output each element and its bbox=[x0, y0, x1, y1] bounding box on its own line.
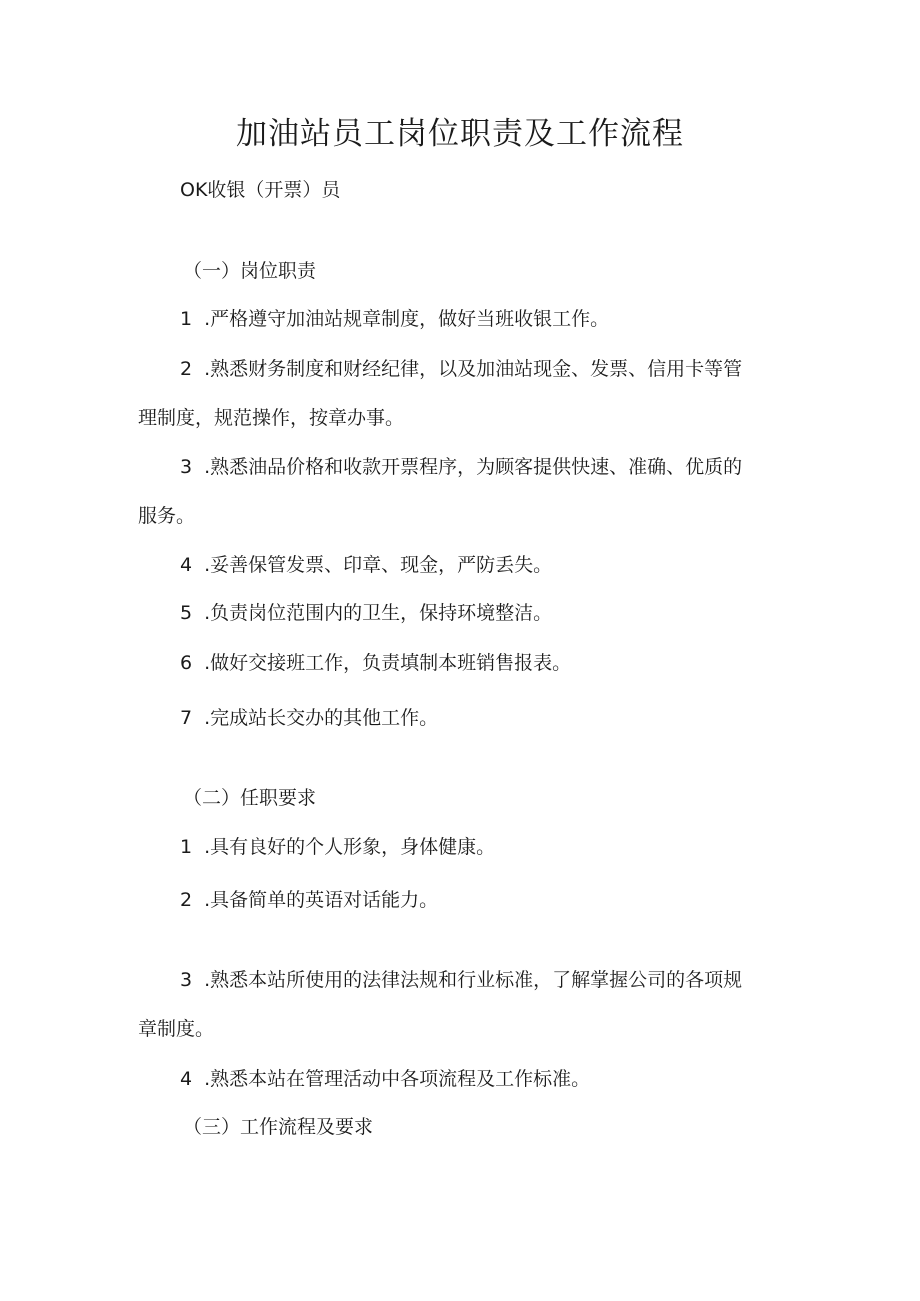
item-continuation: 章制度。 bbox=[138, 1018, 215, 1040]
item-text: .具备简单的英语对话能力。 bbox=[204, 889, 439, 911]
item-number: 2 bbox=[180, 358, 193, 380]
section-heading-duties: （一）岗位职责 bbox=[183, 260, 317, 282]
section-heading-workflow: （三）工作流程及要求 bbox=[183, 1116, 374, 1138]
list-item bbox=[180, 705, 438, 731]
item-continuation: 服务。 bbox=[138, 505, 196, 527]
item-text: .熟悉油品价格和收款开票程序，为顾客提供快速、准确、优质的 bbox=[204, 456, 743, 478]
list-item bbox=[180, 887, 438, 913]
item-number: 3 bbox=[180, 969, 193, 991]
item-text: .严格遵守加油站规章制度，做好当班收银工作。 bbox=[204, 308, 610, 330]
item-number: 7 bbox=[180, 707, 193, 729]
item-number: 4 bbox=[180, 554, 193, 576]
section-heading-requirements: （二）任职要求 bbox=[183, 787, 317, 809]
item-text: .具有良好的个人形象，身体健康。 bbox=[204, 836, 496, 858]
item-number: 1 bbox=[180, 836, 193, 858]
page-title: 加油站员工岗位职责及工作流程 bbox=[236, 116, 684, 152]
item-number: 1 bbox=[180, 308, 193, 330]
item-text: .妥善保管发票、印章、现金，严防丢失。 bbox=[204, 554, 553, 576]
list-item bbox=[180, 650, 571, 676]
item-text: .熟悉本站所使用的法律法规和行业标准，了解掌握公司的各项规 bbox=[204, 969, 743, 991]
list-item bbox=[180, 454, 742, 480]
item-number: 3 bbox=[180, 456, 193, 478]
item-text: .熟悉本站在管理活动中各项流程及工作标准。 bbox=[204, 1068, 591, 1090]
item-text: .完成站长交办的其他工作。 bbox=[204, 707, 439, 729]
item-number: 6 bbox=[180, 652, 193, 674]
item-text: .做好交接班工作，负责填制本班销售报表。 bbox=[204, 652, 572, 674]
role-subtitle: OK收银（开票）员 bbox=[180, 179, 341, 201]
item-number: 5 bbox=[180, 602, 193, 624]
list-item bbox=[180, 356, 742, 382]
list-item bbox=[180, 1066, 590, 1092]
item-continuation: 理制度，规范操作，按章办事。 bbox=[138, 407, 405, 429]
list-item bbox=[180, 967, 742, 993]
item-number: 2 bbox=[180, 889, 193, 911]
item-number: 4 bbox=[180, 1068, 193, 1090]
item-text: .熟悉财务制度和财经纪律，以及加油站现金、发票、信用卡等管 bbox=[204, 358, 743, 380]
item-text: .负责岗位范围内的卫生，保持环境整洁。 bbox=[204, 602, 553, 624]
list-item bbox=[180, 306, 609, 332]
list-item bbox=[180, 552, 552, 578]
list-item bbox=[180, 600, 552, 626]
list-item bbox=[180, 834, 495, 860]
